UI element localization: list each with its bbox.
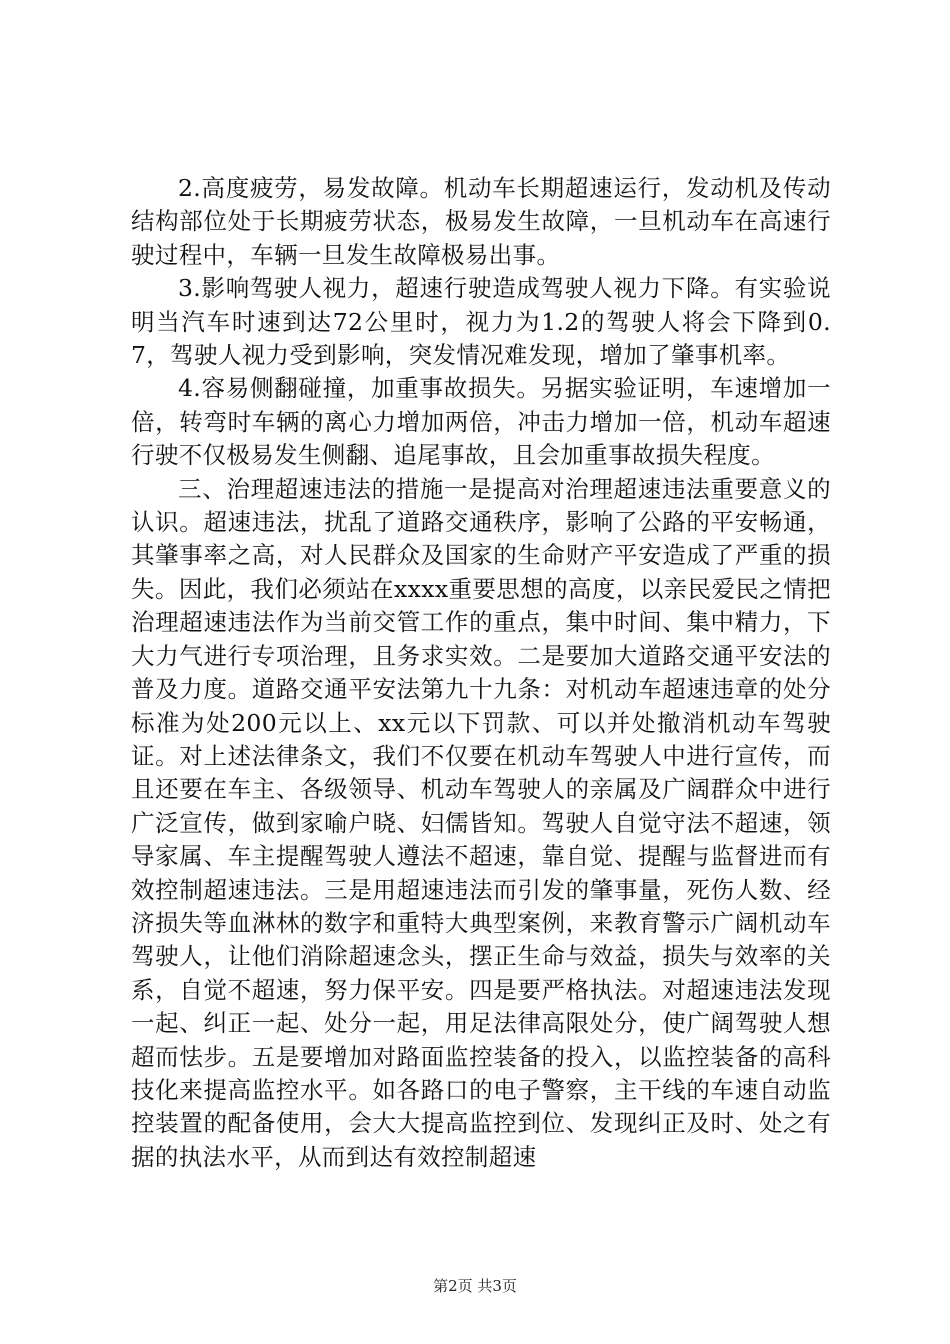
paragraph-vision: 3.影响驾驶人视力，超速行驶造成驾驶人视力下降。有实验说明当汽车时速到达72公里时，视力为1.2的驾驶人将会下降到0.7，驾驶人视力受到影响，突发情况难发现，增加了肇事机率。: [131, 274, 831, 370]
paragraph-measures: 三、治理超速违法的措施一是提高对治理超速违法重要意义的认识。超速违法，扰乱了道路交通秩序，影响了公路的平安畅通，其肇事率之高，对人民群众及国家的生命财产平安造成了严重的损失。因此，我们必须站在xxxx重要思想的高度，以亲民爱民之情把治理超速违法作为当前交管工作的重点，集中时间、集中精力，下大力气进行专项治理，且务求实效。二是要加大道路交通平安法的普及力度。道路交通平安法第九十九条：对机动车超速违章的处分标准为处200元以上、xx元以下罚款、可以并处撤消机动车驾驶证。对上述法律条文，我们不仅要在机动车驾驶人中进行宣传，而且还要在车主、各级领导、机动车驾驶人的亲属及广阔群众中进行广泛宣传，做到家喻户晓、妇儒皆知。驾驶人自觉守法不超速，领导家属、车主提醒驾驶人遵法不超速，靠自觉、提醒与监督进而有效控制超速违法。三是用超速违法而引发的肇事量，死伤人数、经济损失等血淋林的数字和重特大典型案例，来教育警示广阔机动车驾驶人，让他们消除超速念头，摆正生命与效益，损失与效率的关系，自觉不超速，努力保平安。四是要严格执法。对超速违法发现一起、纠正一起、处分一起，用足法律高限处分，使广阔驾驶人想超而怯步。五是要增加对路面监控装备的投入，以监控装备的高科技化来提高监控水平。如各路口的电子警察，主干线的车速自动监控装置的配备使用，会大大提高监控到位、发现纠正及时、处之有据的执法水平，从而到达有效控制超速: [131, 474, 831, 1171]
paragraph-fatigue: 2.高度疲劳，易发故障。机动车长期超速运行，发动机及传动结构部位处于长期疲劳状态，极易发生故障，一旦机动车在高速行驶过程中，车辆一旦发生故障极易出事。: [131, 174, 831, 269]
paragraph-rollover: 4.容易侧翻碰撞，加重事故损失。另据实验证明，车速增加一倍，转弯时车辆的离心力增加两倍，冲击力增加一倍，机动车超速行驶不仅极易发生侧翻、追尾事故，且会加重事故损失程度。: [131, 374, 831, 470]
page-footer: 第2页 共3页: [433, 1277, 517, 1295]
document-body: [131, 172, 831, 1174]
